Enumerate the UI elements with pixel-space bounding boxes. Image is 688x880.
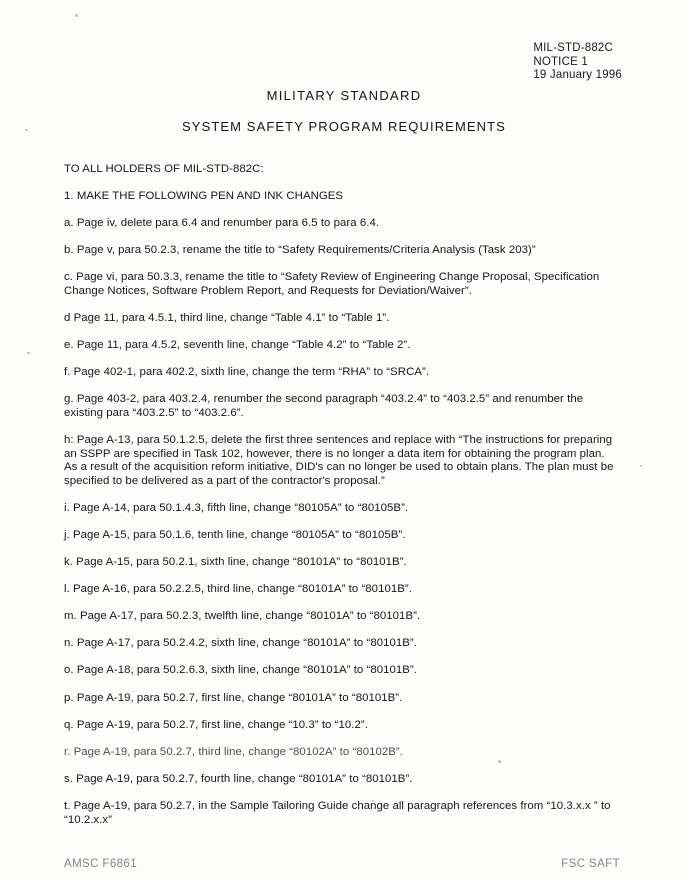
change-item-i: i. Page A-14, para 50.1.4.3, fifth line, change “80105A” to “80105B”. xyxy=(64,501,409,514)
addressee-line: TO ALL HOLDERS OF MIL-STD-882C: xyxy=(64,163,264,175)
change-item-j: j. Page A-15, para 50.1.6, tenth line, change “80105A” to “80105B”. xyxy=(64,529,406,541)
change-item-o: o. Page A-18, para 50.2.6.3, sixth line, change “80101A” to “80101B”. xyxy=(64,664,417,677)
document-title-primary: MILITARY STANDARD xyxy=(266,88,422,103)
change-item-c: c. Page vi, para 50.3.3, rename the title to “Safety Review of Engineering Change Proposal, Specification Change Notices, Software Problem Report, and Requests for Deviation/Waiver”. xyxy=(64,271,600,297)
footer-fsc: FSC SAFT xyxy=(561,858,620,870)
change-item-r: r. Page A-19, para 50.2.7, third line, change “80102A” to “80102B”. xyxy=(64,745,403,758)
instruction-line: 1. MAKE THE FOLLOWING PEN AND INK CHANGES xyxy=(64,190,344,203)
change-item-m: m. Page A-17, para 50.2.3, twelfth line, change “80101A” to “80101B”. xyxy=(64,610,421,623)
change-item-q: q. Page A-19, para 50.2.7, first line, change “10.3” to “10.2”. xyxy=(64,718,368,731)
change-item-d: d Page 11, para 4.5.1, third line, change “Table 4.1” to “Table 1”. xyxy=(64,312,390,325)
footer-amsc: AMSC F6861 xyxy=(64,858,138,870)
notice-date: 19 January 1996 xyxy=(533,69,622,81)
change-item-h: h: Page A-13, para 50.1.2.5, delete the first three sentences and replace with “The instructions for preparing an SSPP are specified in Task 102, however, there is no longer a data item for obtaining the program plan. As a result of the acquisition reform initiative, DID's can no longer be used to obtain plans. The plan must be specified to be delivered as a part of the contractor's proposal.” xyxy=(64,434,614,487)
change-item-g: g. Page 403-2, para 403.2.4, renumber the second paragraph “403.2.4” to “403.2.5” and renumber the existing para “403.2.5” to “403.2.6”. xyxy=(64,393,584,419)
change-item-n: n. Page A-17, para 50.2.4.2, sixth line, change “80101A” to “80101B”. xyxy=(64,637,417,650)
change-item-e: e. Page 11, para 4.5.2, seventh line, change “Table 4.2” to “Table 2”. xyxy=(64,339,411,352)
notice-number: NOTICE 1 xyxy=(533,55,588,68)
change-item-s: s. Page A-19, para 50.2.7, fourth line, change “80101A” to “80101B”. xyxy=(64,772,413,785)
change-item-b: b. Page v, para 50.2.3, rename the title to “Safety Requirements/Criteria Analysis (Task 203)” xyxy=(64,244,536,257)
scan-speck xyxy=(640,465,642,467)
document-body xyxy=(64,163,620,841)
document-footer xyxy=(64,858,620,870)
change-item-k: k. Page A-15, para 50.2.1, sixth line, change “80101A” to “80101B”. xyxy=(64,556,407,569)
document-header xyxy=(533,42,622,83)
change-item-f: f. Page 402-1, para 402.2, sixth line, change the term “RHA” to “SRCA”. xyxy=(64,366,430,379)
change-item-l: l. Page A-16, para 50.2.2.5, third line, change “80101A” to “80101B”. xyxy=(64,583,412,596)
scan-speck xyxy=(27,352,30,354)
std-number: MIL-STD-882C xyxy=(533,42,614,54)
change-item-a: a. Page iv, delete para 6.4 and renumber para 6.5 to para 6.4. xyxy=(64,217,380,230)
change-item-t: t. Page A-19, para 50.2.7, in the Sample Tailoring Guide change all paragraph references from “10.3.x.x ” to “10.2.x.x” xyxy=(64,799,611,826)
scan-speck xyxy=(75,14,78,17)
change-item-p: p. Page A-19, para 50.2.7, first line, change “80101A” to “80101B”. xyxy=(64,691,403,704)
document-title-secondary: SYSTEM SAFETY PROGRAM REQUIREMENTS xyxy=(182,119,506,134)
